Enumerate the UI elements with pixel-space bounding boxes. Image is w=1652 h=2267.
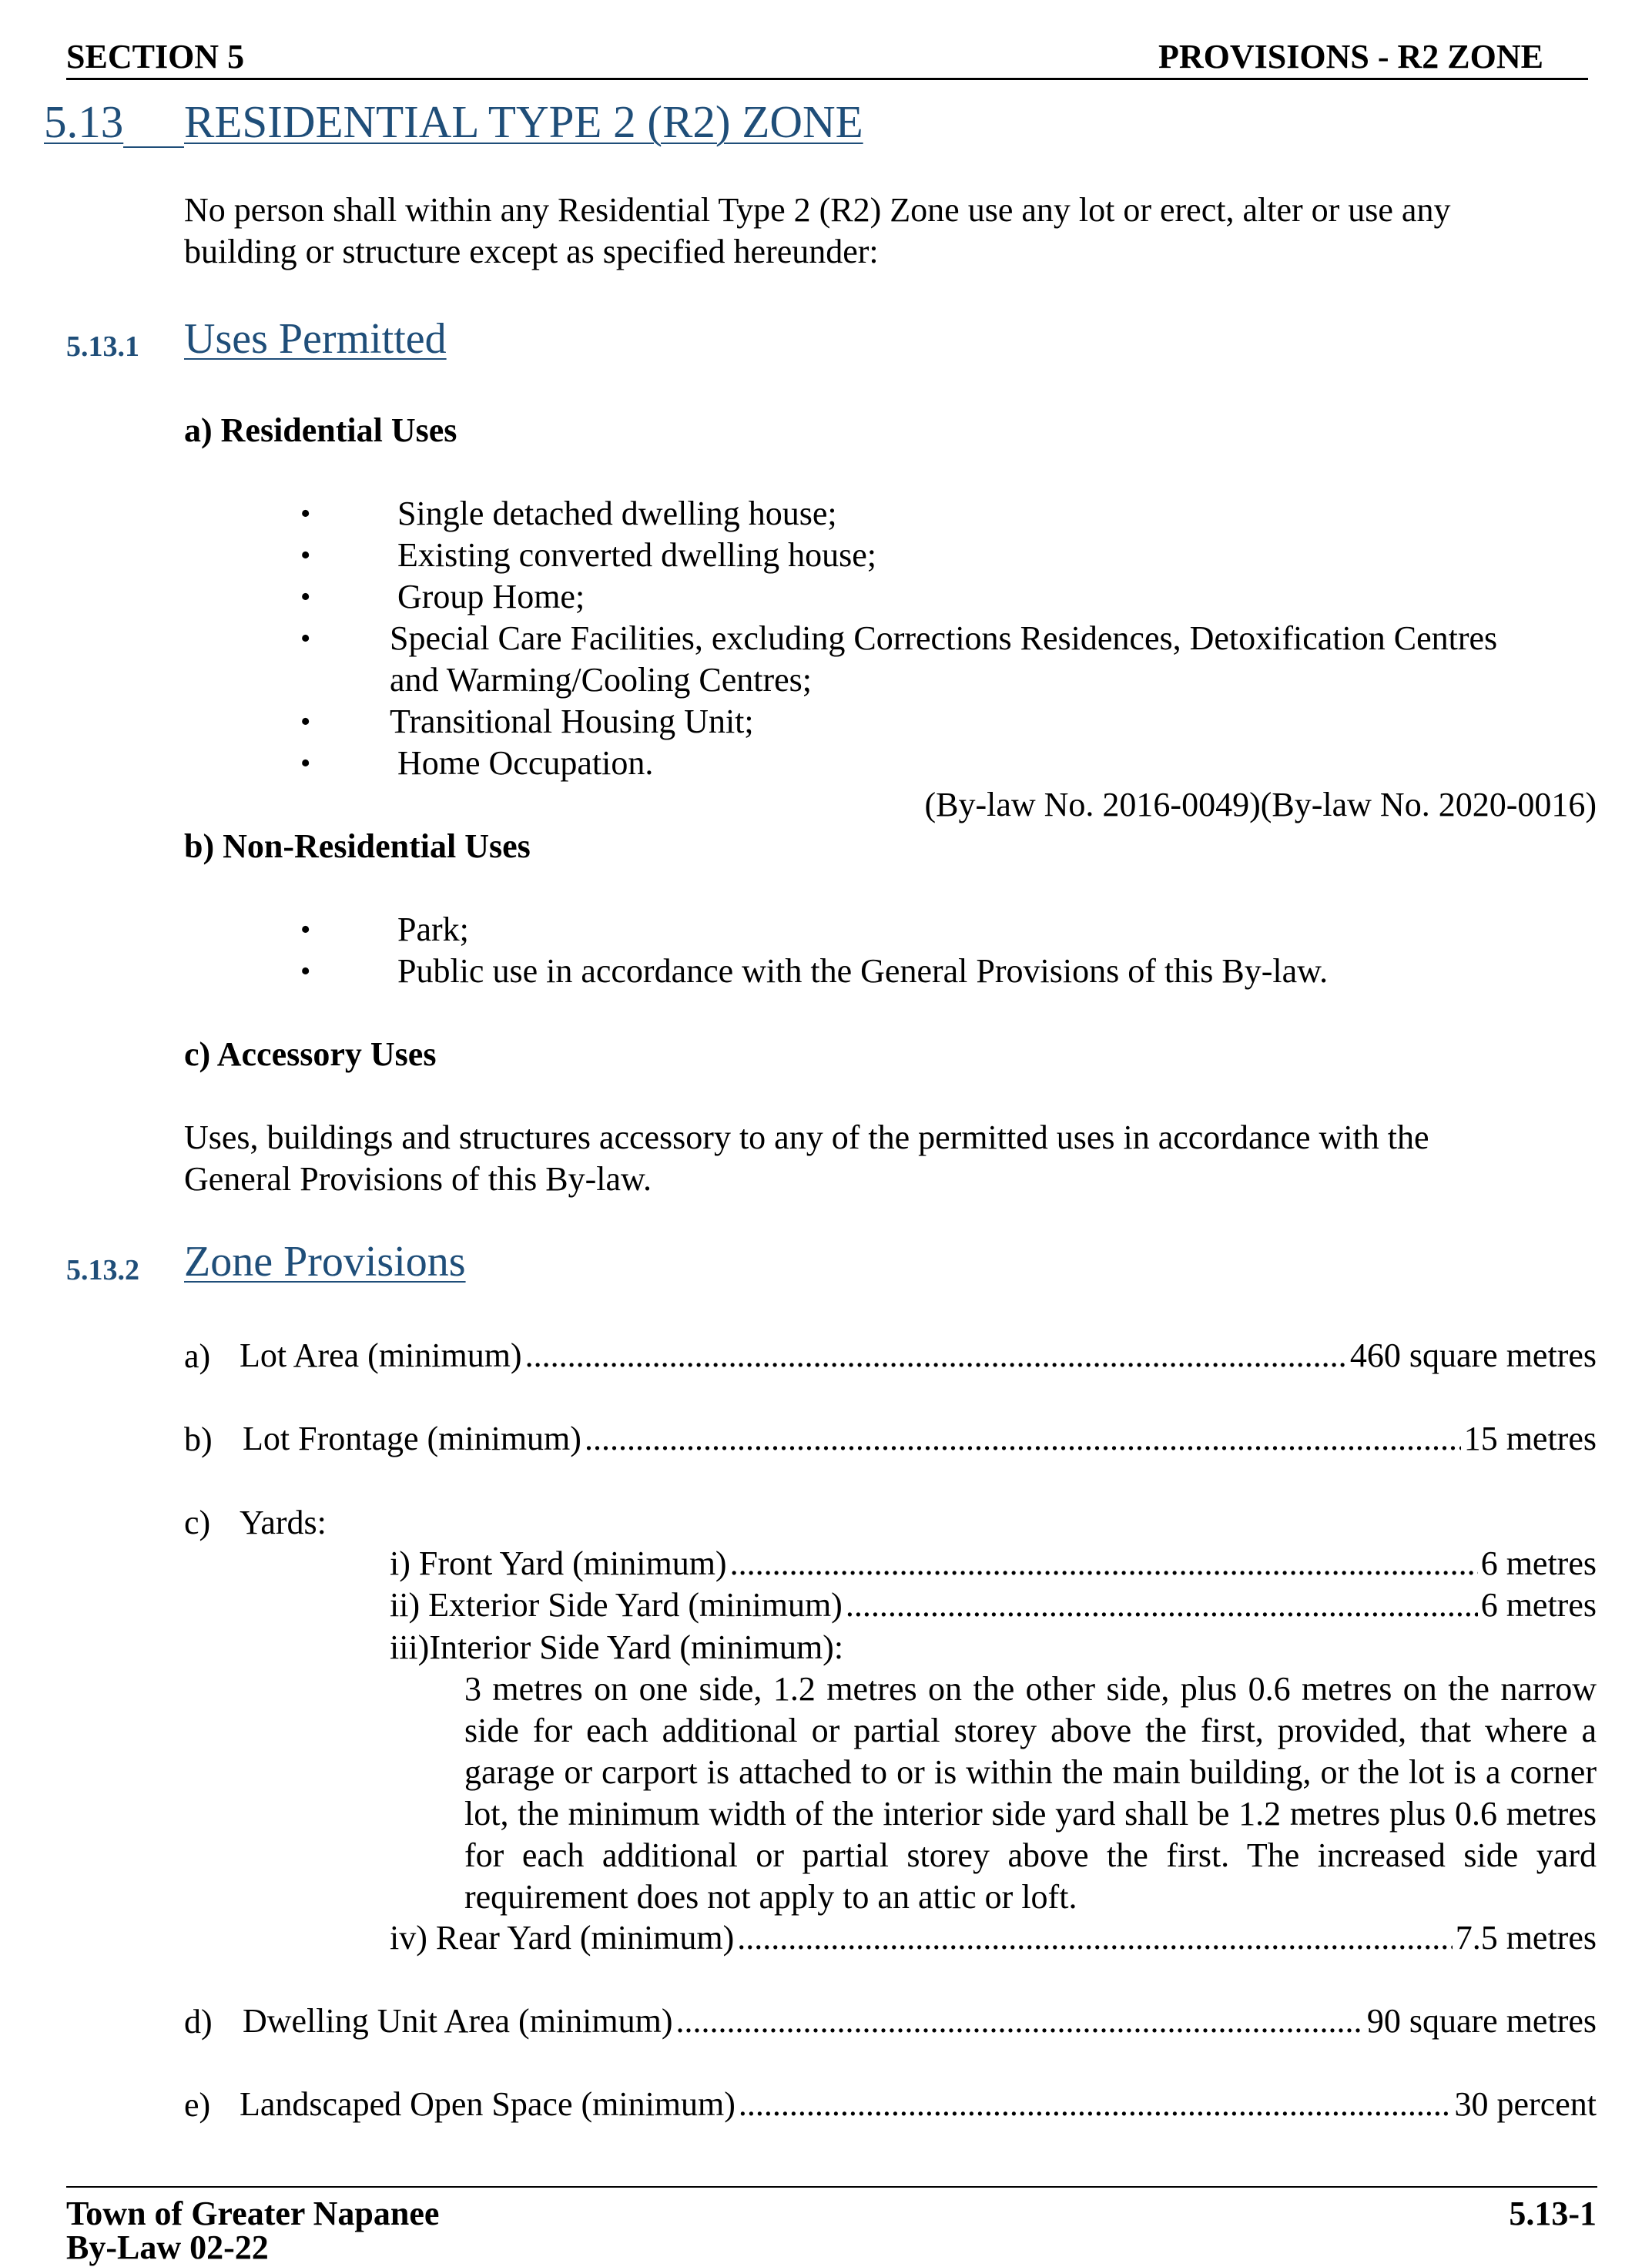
page-number: 5.13-1: [1509, 2195, 1597, 2232]
non-residential-heading: b) Non-Residential Uses: [184, 827, 531, 865]
list-item: Existing converted dwelling house;: [397, 536, 876, 574]
uses-permitted-title: Uses Permitted: [184, 315, 447, 363]
list-bullet: •: [300, 955, 311, 988]
dot-leader: [730, 1544, 1478, 1583]
footer-rule: [66, 2186, 1597, 2188]
dot-leader: [585, 1419, 1461, 1458]
provision-value: 90 square metres: [1366, 2002, 1597, 2040]
interior-side-yard-text: 3 metres on one side, 1.2 metres on the other side, plus 0.6 metres on the narrow side for each additional or partial storey above the first, provided, that where a garage or carport is attached to or is within the main building, or the lot is a corner lot, the minimum width of the interior side yard shall be 1.2 metres plus 0.6 metres for each additional or partial storey above the first. The increased side yard requirement does not apply to an attic or loft.: [464, 1670, 1597, 1916]
list-bullet: •: [300, 498, 311, 530]
list-bullet: •: [300, 706, 311, 738]
provision-rear-yard: [390, 1918, 1597, 1957]
accessory-text: Uses, buildings and structures accessory to any of the permitted uses in accordance with the General Provisions of this By-law.: [184, 1118, 1429, 1198]
provision-label: iii)Interior Side Yard (minimum):: [390, 1628, 844, 1666]
footer-bylaw: By-Law 02-22: [66, 2228, 269, 2266]
list-item: Park;: [397, 910, 469, 948]
bylaw-reference: (By-law No. 2016-0049)(By-law No. 2020-0016): [924, 786, 1597, 823]
provision-label: i) Front Yard (minimum): [390, 1544, 727, 1582]
provision-label: Yards:: [240, 1504, 327, 1541]
provision-dwelling-unit-area: [243, 2001, 1597, 2041]
dot-leader: [525, 1336, 1347, 1375]
list-item: Group Home;: [397, 578, 585, 615]
list-bullet: •: [300, 747, 311, 780]
provision-label: Landscaped Open Space (minimum): [240, 2085, 736, 2123]
section-number: 5.13: [44, 96, 124, 147]
header-section: SECTION 5: [66, 38, 245, 75]
dot-leader: [739, 2084, 1452, 2124]
uses-permitted-number: 5.13.1: [66, 330, 139, 363]
provision-letter: d): [184, 2003, 213, 2041]
provision-value: 30 percent: [1454, 2085, 1597, 2123]
accessory-heading: c) Accessory Uses: [184, 1035, 437, 1073]
list-bullet: •: [300, 914, 311, 946]
header-title: PROVISIONS - R2 ZONE: [1158, 38, 1543, 75]
list-item: Transitional Housing Unit;: [390, 703, 754, 740]
section-intro: No person shall within any Residential Type 2 (R2) Zone use any lot or erect, alter or use any building or structure except as specified hereunder:: [184, 191, 1451, 270]
dot-leader: [846, 1585, 1478, 1625]
list-item: Public use in accordance with the General Provisions of this By-law.: [397, 952, 1329, 990]
provision-landscaped-open-space: [240, 2084, 1597, 2124]
provision-value: 6 metres: [1480, 1544, 1597, 1582]
zone-provisions-number: 5.13.2: [66, 1254, 139, 1286]
list-item: Special Care Facilities, excluding Corrections Residences, Detoxification Centres: [390, 619, 1498, 657]
footer-town: Town of Greater Napanee: [66, 2195, 440, 2232]
list-item: Single detached dwelling house;: [397, 495, 837, 532]
provision-lot-frontage: [243, 1419, 1597, 1458]
header-rule: [66, 78, 1588, 80]
section-title: RESIDENTIAL TYPE 2 (R2) ZONE: [184, 96, 863, 147]
provision-lot-area: [240, 1336, 1597, 1375]
provision-front-yard: [390, 1544, 1597, 1583]
residential-heading: a) Residential Uses: [184, 411, 457, 449]
provision-label: iv) Rear Yard (minimum): [390, 1919, 735, 1957]
provision-value: 15 metres: [1463, 1420, 1597, 1457]
provision-value: 6 metres: [1480, 1586, 1597, 1624]
section-title-underline-gap: [123, 146, 184, 148]
provision-label: ii) Exterior Side Yard (minimum): [390, 1586, 843, 1624]
provision-label: Dwelling Unit Area (minimum): [243, 2002, 673, 2040]
provision-exterior-side-yard: [390, 1585, 1597, 1625]
dot-leader: [737, 1918, 1452, 1957]
provision-label: Lot Area (minimum): [240, 1336, 522, 1374]
provision-value: 7.5 metres: [1455, 1919, 1597, 1957]
provision-label: Lot Frontage (minimum): [243, 1420, 581, 1457]
list-item: Home Occupation.: [397, 744, 654, 782]
list-bullet: •: [300, 622, 311, 655]
provision-letter: c): [184, 1504, 211, 1541]
provision-value: 460 square metres: [1349, 1336, 1597, 1374]
list-item-continuation: and Warming/Cooling Centres;: [390, 661, 813, 699]
zone-provisions-title: Zone Provisions: [184, 1238, 466, 1286]
provision-letter: b): [184, 1420, 213, 1458]
list-bullet: •: [300, 539, 311, 572]
dot-leader: [675, 2001, 1363, 2041]
list-bullet: •: [300, 581, 311, 613]
provision-letter: e): [184, 2086, 211, 2124]
provision-letter: a): [184, 1337, 211, 1375]
